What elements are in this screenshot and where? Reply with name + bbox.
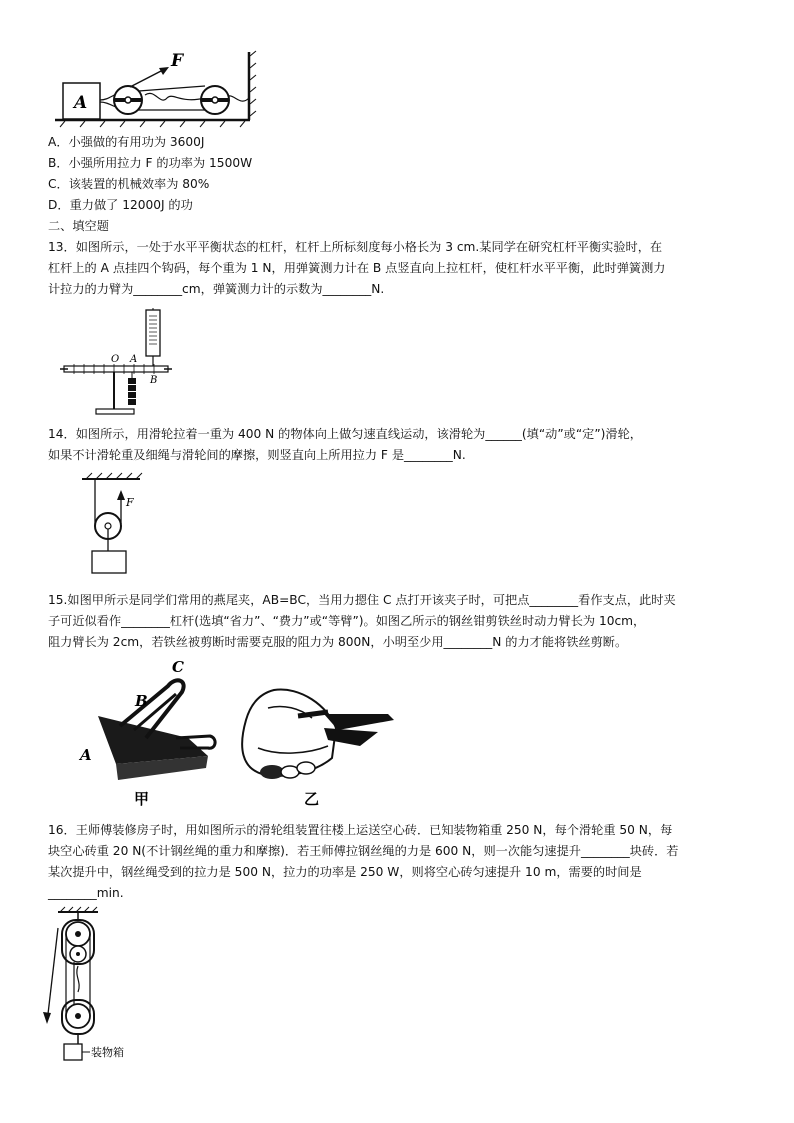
clip-C-label: C [172,658,184,676]
q16-line-1: 16．王师傅装修房子时，用如图所示的滑轮组装置往楼上运送空心砖．已知装物箱重 250 N，每个滑轮重 50 N，每 [48,823,673,837]
clip-B-label: B [135,692,148,710]
q16-line-4: ________min. [48,886,124,900]
q14-line-2: 如果不计滑轮重及细绳与滑轮间的摩擦，则竖直向上所用拉力 F 是________N. [48,448,466,462]
figure-movable-pulley [80,476,150,576]
q13-line-3: 计拉力的力臂为________cm，弹簧测力计的示数为________N. [48,282,385,296]
box-label: 装物箱 [91,1046,124,1059]
figure-pulley-block [38,906,168,1066]
q16-line-3: 某次提升中，钢丝绳受到的拉力是 500 N，拉力的功率是 250 W，则将空心砖匀速提升 10 m，需要的时间是 [48,865,642,879]
option-c: C．该装置的机械效率为 80% [48,177,210,191]
option-d: D．重力做了 12000J 的功 [48,198,193,212]
q13-line-1: 13．如图所示，一处于水平平衡状态的杠杆，杠杆上所标刻度每小格长为 3 cm.某同学在研究杠杆平衡实验时，在 [48,240,663,254]
clip-A-label: A [80,746,92,764]
figure-lever [60,308,180,416]
lever-O-label: O [111,354,120,365]
figure-binder-clip-jia [76,656,226,806]
q15-line-2: 子可近似看作________杠杆(选填“省力”、“费力”或“等臂”)。如图乙所示的钢丝钳剪铁丝时动力臂长为 10cm， [48,614,646,628]
pulley-F-label: F [126,496,134,509]
lever-A-label: A [130,354,138,365]
section-title: 二、填空题 [48,219,109,233]
q16-line-2: 块空心砖重 20 N(不计钢丝绳的重力和摩擦)．若王师傅拉钢丝绳的力是 600 N，则一次能匀速提升________块砖．若 [48,844,679,858]
option-b: B．小强所用拉力 F 的功率为 1500W [48,156,253,170]
figure-pulley-horizontal [55,48,260,128]
lever-B-label: B [150,375,158,386]
block-A-label: A [74,93,88,113]
q14-line-1: 14．如图所示，用滑轮拉着一重为 400 N 的物体向上做匀速直线运动，该滑轮为______(填“动”或“定”)滑轮， [48,427,642,441]
figure-jia-caption: 甲 [134,790,150,808]
figure-yi-caption: 乙 [304,790,320,808]
q13-line-2: 杠杆上的 A 点挂四个钩码，每个重为 1 N，用弹簧测力计在 B 点竖直向上拉杠杆，使杠杆水平平衡，此时弹簧测力 [48,261,666,275]
q15-line-1: 15.如图甲所示是同学们常用的燕尾夹，AB=BC，当用力摁住 C 点打开该夹子时，可把点________看作支点，此时夹 [48,593,676,607]
q15-line-3: 阻力臂长为 2cm，若铁丝被剪断时需要克服的阻力为 800N，小明至少用________N 的力才能将铁丝剪断。 [48,635,628,649]
option-a: A．小强做的有用功为 3600J [48,135,205,149]
force-F-label: F [171,51,184,71]
figure-pliers-yi [228,668,398,808]
